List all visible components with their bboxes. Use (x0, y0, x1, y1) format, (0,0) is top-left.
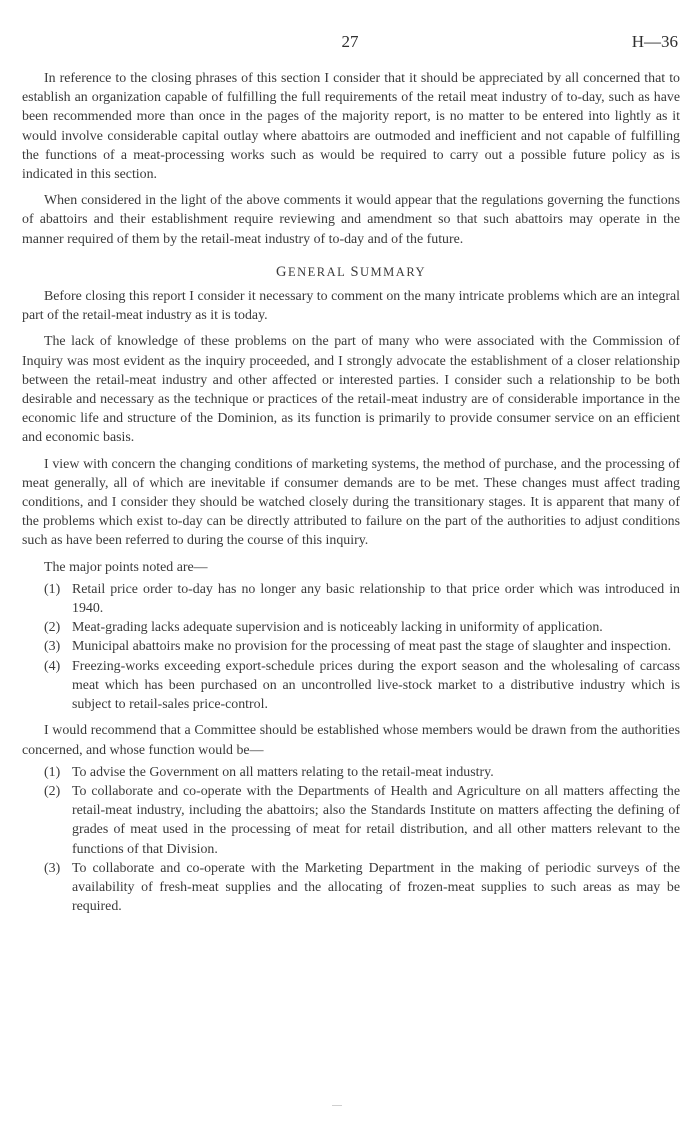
paragraph: I would recommend that a Committee should be established whose members would be drawn from the authorities concerned, and whose function would be— (22, 723, 680, 758)
list-item: (2) Meat-grading lacks adequate supervision and is noticeably lacking in uniformity of application. (44, 620, 603, 636)
paragraph: I view with concern the changing conditions of marketing systems, the method of purchase, and the processing of meat generally, all of which are inevitable if consumer demands are to be met. These changes must affect trading conditions, and I consider they should be watched closely during the transitionary stages. It is apparent that many of the problems which exist to-day can be directly attributed to failure on the part of the authorities to adjust conditions such as have been referred to during the course of this inquiry. (22, 456, 680, 549)
list-item: (3) Municipal abattoirs make no provision for the processing of meat past the stage of slaughter and inspection. (44, 639, 672, 655)
document-body (22, 69, 680, 923)
major-points-list (22, 580, 680, 714)
paragraph: In reference to the closing phrases of this section I consider that it should be appreciated by all concerned that to establish an organization capable of fulfilling the full requirements of the retail meat industry of to-day, such as have been recommended more than once in the pages of the majority report, is no matter to be entered into lightly as it would involve considerable capital outlay where abattoirs are outmoded and inefficient and not capable of fulfilling the functions of a meat-processing works such as would be required to carry out a possible future policy as is indicated in this section. (22, 71, 680, 183)
page-header (22, 32, 678, 54)
footer-mark (332, 1105, 342, 1106)
list-item: (2) To collaborate and co-operate with the Departments of Health and Agriculture on all matters affecting the retail-meat industry, including the abattoirs; also the Standards Institute on matters affecting the defining of grades of meat used in the processing of meat for retail distribution, and all other matters relevant to the functions of that Division. (44, 783, 680, 857)
series-number: H—36 (631, 32, 678, 51)
paragraph: Before closing this report I consider it necessary to comment on the many intricate problems which are an integral part of the retail-meat industry as it is today. (22, 289, 680, 324)
paragraph: The major points noted are— (44, 559, 208, 575)
paragraph: The lack of knowledge of these problems on the part of many who were associated with the Commission of Inquiry was most evident as the inquiry proceeded, and I strongly advocate the establishment of a closer relationship between the retail-meat industry and other affected or interested parties. I consider such a relationship to be both desirable and necessary as the technique or practices of the retail-meat industry are of considerable importance in the economic life and structure of the Dominion, as its function is primarily to provide consumer service on an efficient and economic basis. (22, 334, 680, 446)
list-item: (1) To advise the Government on all matters relating to the retail-meat industry. (44, 764, 494, 780)
list-item: (4) Freezing-works exceeding export-schedule prices during the export season and the wholesaling of carcass meat which has been purchased on an uncontrolled live-stock market to a distributive industry which is subject to retail-sales price-control. (44, 658, 680, 713)
list-item: (1) Retail price order to-day has no longer any basic relationship to that price order which was introduced in 1940. (44, 581, 680, 617)
paragraph: When considered in the light of the above comments it would appear that the regulations governing the functions of abattoirs and their establishment require reviewing and amendment so that such abattoirs may operate in the manner required of them by the retail-meat industry of to-day and of the future. (22, 193, 680, 247)
list-item: (3) To collaborate and co-operate with the Marketing Department in the making of periodic surveys of the availability of fresh-meat supplies and the allocating of frozen-meat supplies to such areas as may be required. (44, 860, 680, 915)
section-heading-general-summary: GENERAL SUMMARY (276, 263, 426, 280)
page-number: 27 (341, 32, 359, 51)
committee-functions-list (22, 763, 680, 917)
